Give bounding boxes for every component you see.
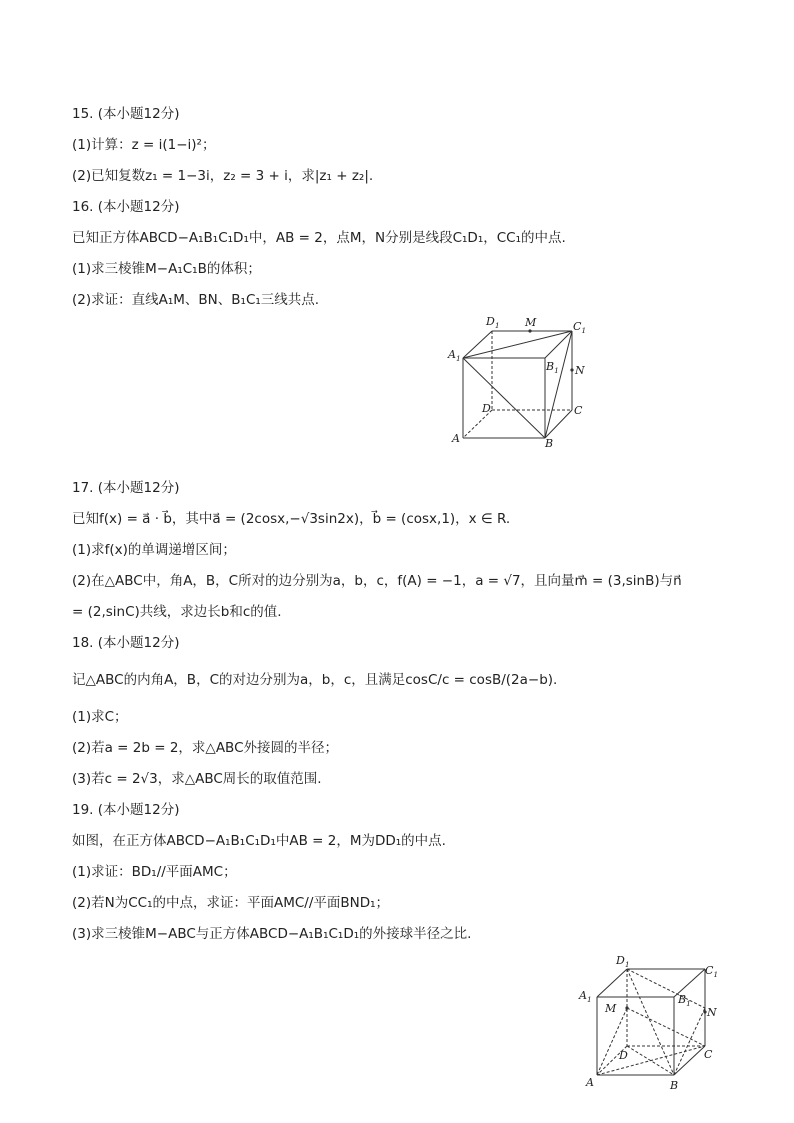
label-a1: $A_1$ <box>448 348 461 363</box>
q16-part1: (1)求三棱锥M−A₁C₁B的体积； <box>72 261 261 277</box>
point-m <box>625 1006 628 1009</box>
label-b1: $B_1$ <box>546 360 559 375</box>
q15-part1: (1)计算：z = i(1−i)²； <box>72 137 216 153</box>
point-n <box>570 368 573 371</box>
q17-header: 17. (本小题12分) <box>72 480 180 496</box>
q17-part2-cont: = (2,sinC)共线，求边长b和c的值. <box>72 604 282 620</box>
q17-part2: (2)在△ABC中，角A，B，C所对的边分别为a，b，c，f(A) = −1，a = √7，且向量m⃗ = (3,sinB)与n⃗ <box>72 573 682 589</box>
label-c1: $C_1$ <box>705 964 719 979</box>
label-d1: $D_1$ <box>486 315 500 330</box>
label-m: M <box>605 1002 617 1015</box>
label-c1: $C_1$ <box>573 320 587 335</box>
label-d: D <box>482 402 491 415</box>
q17-part1: (1)求f(x)的单调递增区间； <box>72 542 236 558</box>
label-a: A <box>586 1076 594 1089</box>
q19-part2: (2)若N为CC₁的中点，求证：平面AMC//平面BND₁； <box>72 895 390 911</box>
q19-part3: (3)求三棱锥M−ABC与正方体ABCD−A₁B₁C₁D₁的外接球半径之比. <box>72 926 472 942</box>
q18-stem: 记△ABC的内角A，B，C的对边分别为a，b，c，且满足cosC/c = cosB/(2a−b). <box>72 672 558 688</box>
label-c: C <box>704 1048 713 1061</box>
q15-header: 15. (本小题12分) <box>72 106 180 122</box>
label-d: D <box>619 1049 628 1062</box>
cube-figure-q16 <box>440 310 600 450</box>
q17-stem: 已知f(x) = a⃗ · b⃗，其中a⃗ = (2cosx,−√3sin2x)，b⃗ = (cosx,1)，x ∈ R. <box>72 511 511 527</box>
q18-part1: (1)求C； <box>72 709 128 725</box>
label-a1: $A_1$ <box>579 989 592 1004</box>
q18-part2: (2)若a = 2b = 2，求△ABC外接圆的半径； <box>72 740 338 756</box>
label-b1: $B_1$ <box>678 993 691 1008</box>
label-m: M <box>525 316 537 329</box>
q19-stem: 如图，在正方体ABCD−A₁B₁C₁D₁中AB = 2，M为DD₁的中点. <box>72 833 446 849</box>
q19-header: 19. (本小题12分) <box>72 802 180 818</box>
label-d1: $D_1$ <box>616 954 630 969</box>
q16-part2: (2)求证：直线A₁M、BN、B₁C₁三线共点. <box>72 292 320 308</box>
label-a: A <box>452 432 460 445</box>
point-m <box>528 329 531 332</box>
label-c: C <box>574 404 583 417</box>
q15-part2: (2)已知复数z₁ = 1−3i，z₂ = 3 + i，求|z₁ + z₂|. <box>72 168 374 184</box>
q16-stem: 已知正方体ABCD−A₁B₁C₁D₁中，AB = 2，点M，N分别是线段C₁D₁，CC₁的中点. <box>72 230 566 246</box>
label-n: N <box>575 364 585 377</box>
q16-header: 16. (本小题12分) <box>72 199 180 215</box>
q18-header: 18. (本小题12分) <box>72 635 180 651</box>
label-b: B <box>545 437 554 450</box>
q18-part3: (3)若c = 2√3，求△ABC周长的取值范围. <box>72 771 322 787</box>
label-b: B <box>670 1079 679 1092</box>
q19-part1: (1)求证：BD₁//平面AMC； <box>72 864 237 880</box>
cube-figure-q19 <box>574 948 734 1096</box>
label-n: N <box>707 1006 717 1019</box>
